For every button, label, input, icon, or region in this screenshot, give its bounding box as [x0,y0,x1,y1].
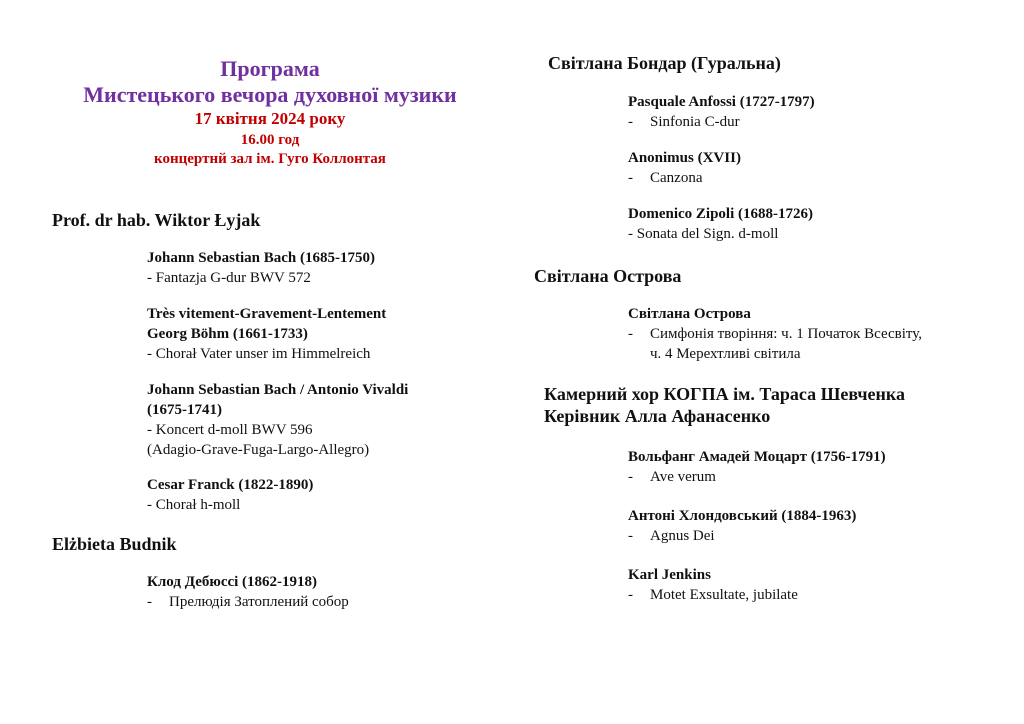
program-item [628,148,741,188]
program-item [147,380,408,460]
work-title: Sinfonia C-dur [650,114,740,130]
composer: Karl Jenkins [628,567,711,583]
program-item [147,475,313,515]
program-item [147,572,349,612]
composer: Georg Böhm (1661-1733) [147,326,308,342]
dash: - [628,469,633,485]
program-item [628,506,856,546]
composer: Très vitement-Gravement-Lentement [147,306,387,322]
work [628,168,741,188]
program-subtitle: Мистецького вечора духовної музики [83,82,457,107]
program-item [147,248,375,288]
work: (Adagio-Grave-Fuga-Largo-Allegro) [147,442,370,458]
work: - Chorał Vater unser im Himmelreich [147,346,371,362]
performer-heading: Prof. dr hab. Wiktor Łyjak [52,210,261,230]
performer-heading: Elżbieta Budnik [52,534,177,554]
work: - Sonata del Sign. d-moll [628,226,779,242]
dash: - [628,326,633,342]
work-title: Ave verum [650,469,716,485]
composer: Антоні Хлондовський (1884-1963) [628,508,857,524]
work [628,526,856,546]
composer: Клод Дебюссі (1862-1918) [147,574,318,590]
work: - Chorał h-moll [147,497,241,513]
composer: Cesar Franck (1822-1890) [147,477,314,493]
dash: - [628,528,633,544]
work [628,585,798,605]
composer: Anonimus (XVII) [628,150,741,166]
composer: Вольфанг Амадей Моцарт (1756-1791) [628,449,886,465]
composer: Світлана Острова [628,306,751,322]
performer-heading: Світлана Острова [534,266,682,286]
work-title: Прелюдія Затоплений собор [169,594,349,610]
performer-heading: Камерний хор КОГПА ім. Тараса Шевченка [544,384,906,404]
work [628,112,815,132]
composer: Domenico Zipoli (1688-1726) [628,206,813,222]
work-continued: ч. 4 Мерехтливі світила [650,346,801,362]
work: - Fantazja G-dur BWV 572 [147,270,311,286]
program-item [628,204,813,244]
work-title: Agnus Dei [650,528,715,544]
work-title: Motet Exsultate, jubilate [650,587,798,603]
program-item [147,304,386,364]
work [628,467,886,487]
composer: (1675-1741) [147,402,222,418]
dash: - [628,170,633,186]
dash: - [628,587,633,603]
performer-heading: Керівник Алла Афанасенко [544,406,771,426]
program-item [628,92,815,132]
program-time: 16.00 год [240,132,300,148]
work [628,324,922,344]
work-title: Симфонія творіння: ч. 1 Початок Всесвіту, [650,326,922,342]
program-item [628,565,798,605]
program-date: 17 квітня 2024 року [194,109,346,128]
composer: Pasquale Anfossi (1727-1797) [628,94,815,110]
composer: Johann Sebastian Bach / Antonio Vivaldi [147,382,409,398]
program-item [628,304,922,364]
composer: Johann Sebastian Bach (1685-1750) [147,250,375,266]
performer-heading: Світлана Бондар (Гуральна) [548,53,781,73]
work [147,592,349,612]
dash: - [147,594,152,610]
program-item [628,447,886,487]
program-venue: концертнй зал ім. Гуго Коллонтая [154,151,386,167]
work: - Koncert d-moll BWV 596 [147,422,313,438]
work-title: Canzona [650,170,703,186]
program-title: Програма [220,56,320,81]
dash: - [628,114,633,130]
